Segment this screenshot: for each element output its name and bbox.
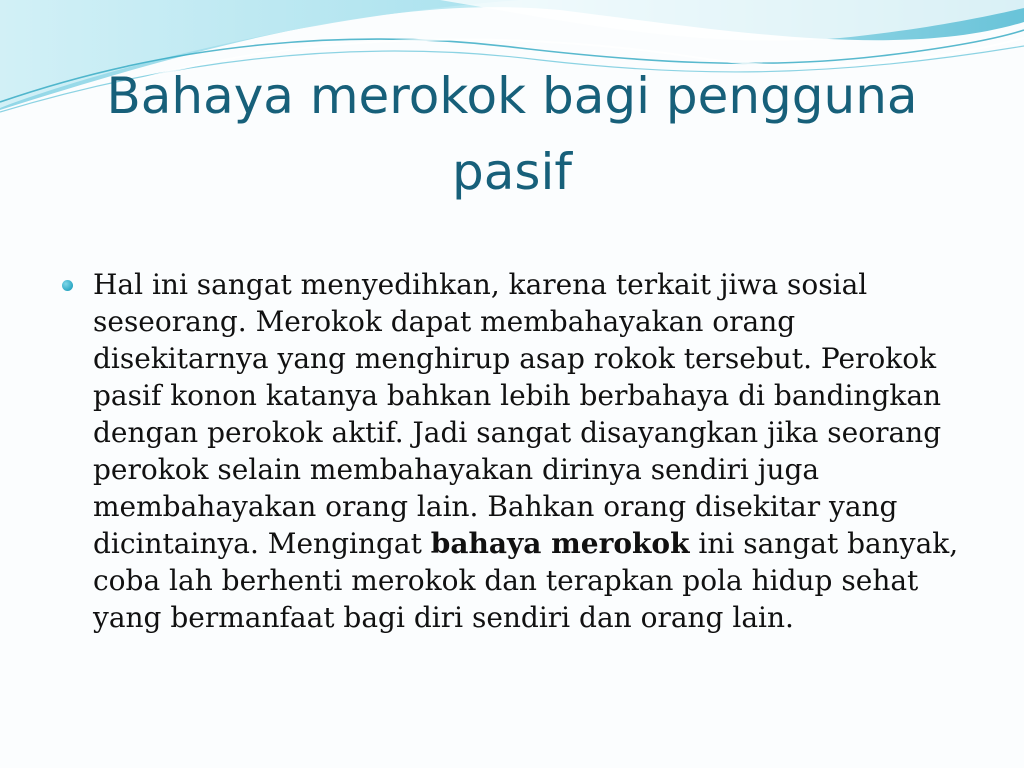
slide-title-line-1: Bahaya merokok bagi pengguna (106, 67, 918, 125)
paragraph-text-start: Hal ini sangat menyedihkan, karena terkait jiwa sosial seseorang. Merokok dapat membahayakan orang disekitarnya yang menghirup asap rokok tersebut. Perokok pasif konon katanya bahkan lebih berbahaya di bandingkan dengan perokok aktif. Jadi sangat disayangkan jika seorang perokok selain membahayakan dirinya sendiri juga membahayakan orang lain. Bahkan orang disekitar yang dicintainya. Mengingat (93, 268, 942, 560)
bullet-dot-icon (62, 280, 73, 291)
bullet-paragraph (93, 266, 961, 636)
paragraph-bold-phrase: bahaya merokok (430, 527, 690, 560)
slide-title (60, 58, 964, 210)
paragraph-text-end: ini sangat banyak, coba lah berhenti merokok dan terapkan pola hidup sehat yang bermanfaat bagi diri sendiri dan orang lain. (93, 527, 959, 634)
slide-title-line-2: pasif (452, 143, 572, 201)
